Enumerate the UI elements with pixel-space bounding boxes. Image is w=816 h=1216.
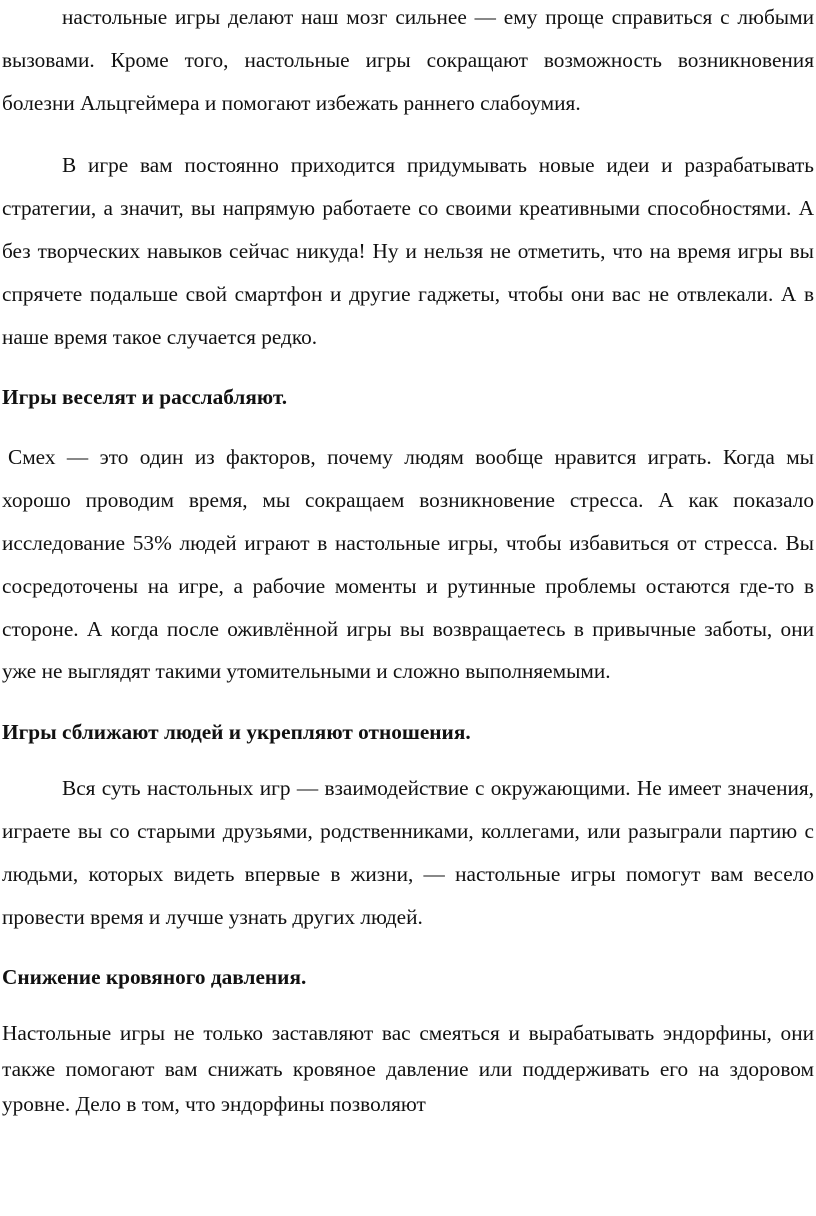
paragraph-creativity: В игре вам постоянно приходится придумывать новые идеи и разрабатывать стратегии, а значит, вы напрямую работаете со своими креативными способностями. А без творческих навыков сейчас никуда! Ну и нельзя не отметить, что на время игры вы спрячете подальше свой смартфон и другие гаджеты, чтобы они вас не отвлекали. А в наше время такое случается редко. — [2, 153, 814, 349]
heading-bring-people-together: Игры сближают людей и укрепляют отношения. — [2, 720, 471, 745]
heading-fun-relax: Игры веселят и расслабляют. — [2, 385, 288, 410]
paragraph-social-interaction: Вся суть настольных игр — взаимодействие с окружающими. Не имеет значения, играете вы со старыми друзьями, родственниками, коллегами, или разыграли партию с людьми, которых видеть впервые в жизни, — настольные игры помогут вам весело провести время и лучше узнать других людей. — [2, 776, 814, 929]
paragraph-blood-pressure: Настольные игры не только заставляют вас смеяться и вырабатывать эндорфины, они также помогают вам снижать кровяное давление или поддерживать его на здоровом уровне. Дело в том, что эндорфины позволяют — [2, 1021, 814, 1117]
paragraph-laughter-stress: Смех — это один из факторов, почему людям вообще нравится играть. Когда мы хорошо проводим время, мы сокращаем возникновение стресса. А как показало исследование 53% людей играют в настольные игры, чтобы избавиться от стресса. Вы сосредоточены на игре, а рабочие моменты и рутинные проблемы остаются где-то в стороне. А когда после оживлённой игры вы возвращаетесь в привычные заботы, они уже не выглядят такими утомительными и сложно выполняемыми. — [2, 445, 814, 684]
heading-blood-pressure: Снижение кровяного давления. — [2, 965, 307, 990]
paragraph-brain-benefits: настольные игры делают наш мозг сильнее — ему проще справиться с любыми вызовами. Кроме того, настольные игры сокращают возможность возникновения болезни Альцгеймера и помогают избежать раннего слабоумия. — [2, 5, 814, 115]
